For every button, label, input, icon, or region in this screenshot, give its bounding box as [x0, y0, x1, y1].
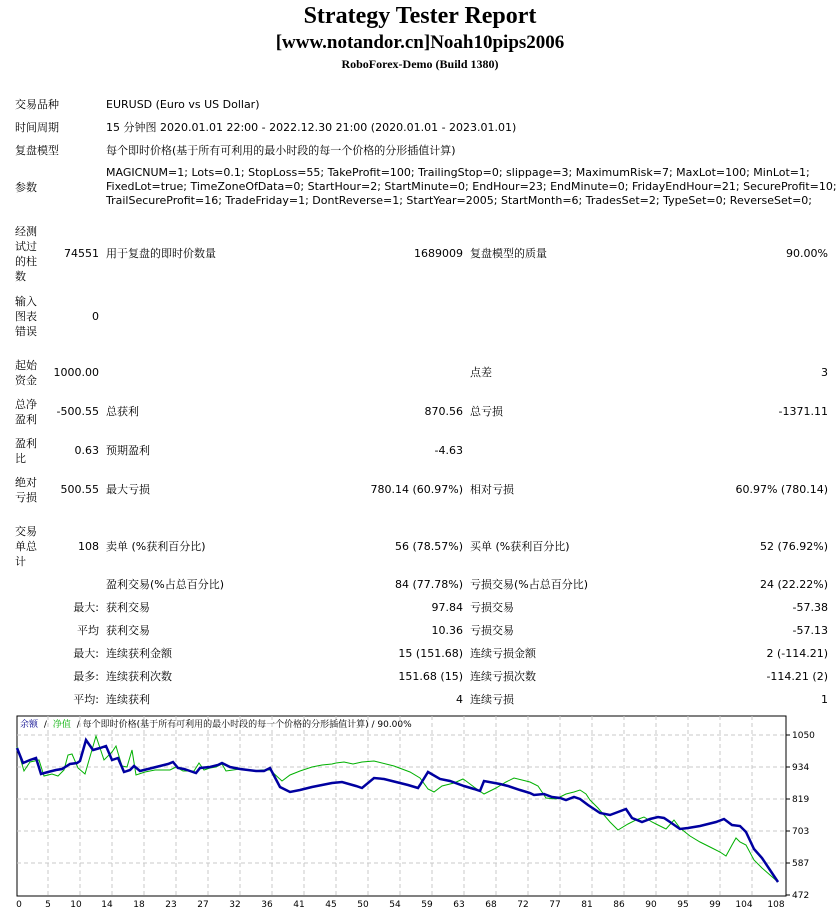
- row-right-value: -114.21 (2): [766, 670, 828, 683]
- plot-area: [17, 716, 786, 896]
- row-right-value: 24 (22.22%): [759, 578, 828, 591]
- row-right-label: 连续亏损: [470, 693, 514, 706]
- x-tick: 50: [357, 900, 369, 910]
- server-build: RoboForex-Demo (Build 1380): [341, 57, 499, 71]
- deposit-value: 1000.00: [53, 366, 99, 379]
- balance-equity-chart: [10, 714, 840, 916]
- y-tick: 703: [792, 827, 810, 837]
- params-line-2: FixedLot=true; TimeZoneOfData=0; StartHour=2; StartMinute=0; EndHour=23; EndMinute=0; FridayEndHour=21; SecureProfit=10;: [106, 180, 837, 193]
- spread-label: 点差: [470, 366, 492, 379]
- expert-name: [www.notandor.cn]Noah10pips2006: [275, 32, 565, 53]
- x-tick: 104: [735, 900, 753, 910]
- row-right-label: 亏损交易: [470, 601, 514, 614]
- row-left-label: 连续获利金额: [106, 647, 172, 660]
- quality-value: 90.00%: [786, 247, 828, 260]
- errors-label: 输入图表错误: [15, 295, 37, 338]
- model-label: 复盘模型: [15, 144, 59, 157]
- row-left-label: 盈利交易(%占总百分比): [106, 578, 225, 591]
- y-tick: 587: [792, 859, 810, 869]
- params-line-3: TrailSecureProfit=16; TradeFriday=1; DontReverse=1; StartYear=2005; StartMonth=6; TradesSet=2; TypeSet=0; ReverseSet=0;: [106, 194, 813, 207]
- y-tick: 934: [792, 763, 810, 773]
- row-left-label: 连续获利次数: [106, 670, 172, 683]
- total-trades-value: 108: [78, 540, 99, 553]
- profit-factor-value: 0.63: [74, 444, 99, 457]
- x-tick: 18: [133, 900, 145, 910]
- gross-loss-value: -1371.11: [778, 405, 828, 418]
- gross-profit-label: 总获利: [106, 405, 139, 418]
- row-right-value: -57.13: [792, 624, 828, 637]
- x-tick: 68: [485, 900, 497, 910]
- x-tick: 54: [389, 900, 401, 910]
- row-right-value: 1: [821, 693, 828, 706]
- x-tick: 108: [767, 900, 785, 910]
- chart-svg: [10, 714, 840, 916]
- period-label: 时间周期: [15, 121, 59, 134]
- row-right-value: -57.38: [792, 601, 828, 614]
- expected-payoff-value: -4.63: [434, 444, 463, 457]
- row-left-value: 15 (151.68): [398, 647, 463, 660]
- errors-value: 0: [92, 310, 99, 323]
- row-left-label: 获利交易: [106, 601, 150, 614]
- row-right-label: 连续亏损金额: [470, 647, 536, 660]
- x-axis: [16, 900, 785, 910]
- row-left-value: 4: [456, 693, 463, 706]
- x-tick: 10: [70, 900, 82, 910]
- params-label: 参数: [15, 181, 37, 194]
- row-left-value: 84 (77.78%): [394, 578, 463, 591]
- x-tick: 59: [421, 900, 433, 910]
- row-left-label: 获利交易: [106, 624, 150, 637]
- params-line-1: MAGICNUM=1; Lots=0.1; StopLoss=55; TakeProfit=100; TrailingStop=0; slippage=3; MaximumRisk=7; MaxLot=100; MinLot=1;: [106, 166, 810, 179]
- gross-loss-label: 总亏损: [470, 405, 503, 418]
- bars-value: 74551: [64, 247, 99, 260]
- y-tick: 472: [792, 891, 810, 901]
- y-axis: [786, 731, 815, 901]
- period-value: 15 分钟图 2020.01.01 22:00 - 2022.12.30 21:00 (2020.01.01 - 2023.01.01): [106, 121, 517, 134]
- row-prefix: 最大:: [73, 647, 99, 660]
- x-tick: 27: [197, 900, 209, 910]
- ticks-label: 用于复盘的即时价数量: [106, 247, 216, 260]
- x-tick: 41: [293, 900, 305, 910]
- row-prefix: 平均: [77, 624, 99, 637]
- row-right-value: 2 (-114.21): [766, 647, 828, 660]
- x-tick: 32: [229, 900, 241, 910]
- expected-payoff-label: 预期盈利: [106, 444, 150, 457]
- x-tick: 90: [645, 900, 657, 910]
- short-positions-label: 卖单 (%获利百分比): [106, 540, 206, 553]
- max-drawdown-label: 最大亏损: [106, 483, 150, 496]
- row-prefix: 最大:: [73, 601, 99, 614]
- x-tick: 0: [16, 900, 22, 910]
- long-positions-value: 52 (76.92%): [759, 540, 828, 553]
- row-right-label: 亏损交易(%占总百分比): [470, 578, 589, 591]
- model-value: 每个即时价格(基于所有可利用的最小时段的每一个价格的分形插值计算): [106, 144, 456, 157]
- chart-title: 余额 / 净值 / 每个即时价格(基于所有可利用的最小时段的每一个价格的分形插值计算) / 90.00%: [20, 720, 412, 730]
- short-positions-value: 56 (78.57%): [394, 540, 463, 553]
- row-right-label: 亏损交易: [470, 624, 514, 637]
- x-tick: 86: [613, 900, 625, 910]
- x-tick: 45: [325, 900, 337, 910]
- report-title: Strategy Tester Report: [303, 3, 537, 29]
- x-tick: 23: [165, 900, 177, 910]
- x-tick: 77: [549, 900, 561, 910]
- y-tick: 819: [792, 795, 810, 805]
- x-tick: 63: [453, 900, 465, 910]
- total-trades-label: 交易单总计: [15, 525, 37, 568]
- abs-drawdown-value: 500.55: [60, 483, 99, 496]
- net-profit-label: 总净盈利: [15, 398, 37, 426]
- x-tick: 99: [709, 900, 721, 910]
- row-left-value: 97.84: [431, 601, 463, 614]
- rel-drawdown-label: 相对亏损: [470, 483, 514, 496]
- symbol-value: EURUSD (Euro vs US Dollar): [106, 98, 260, 111]
- legend-equity: 净值: [52, 720, 71, 730]
- bars-label: 经测试过的柱数: [15, 225, 37, 283]
- ticks-value: 1689009: [414, 247, 463, 260]
- abs-drawdown-label: 绝对亏损: [15, 476, 37, 504]
- x-tick: 95: [677, 900, 689, 910]
- spread-value: 3: [821, 366, 828, 379]
- profit-factor-label: 盈利比: [15, 437, 37, 465]
- x-tick: 5: [45, 900, 51, 910]
- row-left-label: 连续获利: [106, 693, 150, 706]
- rel-drawdown-value: 60.97% (780.14): [735, 483, 828, 496]
- deposit-label: 起始资金: [15, 359, 37, 387]
- x-tick: 81: [581, 900, 593, 910]
- row-prefix: 平均:: [73, 693, 99, 706]
- symbol-label: 交易品种: [15, 98, 59, 111]
- net-profit-value: -500.55: [56, 405, 99, 418]
- x-tick: 36: [261, 900, 273, 910]
- x-tick: 72: [517, 900, 529, 910]
- max-drawdown-value: 780.14 (60.97%): [370, 483, 463, 496]
- row-right-label: 连续亏损次数: [470, 670, 536, 683]
- y-tick: 1050: [792, 731, 815, 741]
- gross-profit-value: 870.56: [424, 405, 463, 418]
- x-tick: 14: [101, 900, 113, 910]
- long-positions-label: 买单 (%获利百分比): [470, 540, 570, 553]
- chart-title-rest: / 每个即时价格(基于所有可利用的最小时段的每一个价格的分形插值计算) / 90.00%: [76, 720, 412, 730]
- row-left-value: 151.68 (15): [398, 670, 463, 683]
- row-left-value: 10.36: [431, 624, 463, 637]
- legend-balance: 余额: [20, 720, 39, 730]
- row-prefix: 最多:: [73, 670, 99, 683]
- quality-label: 复盘模型的质量: [470, 247, 547, 260]
